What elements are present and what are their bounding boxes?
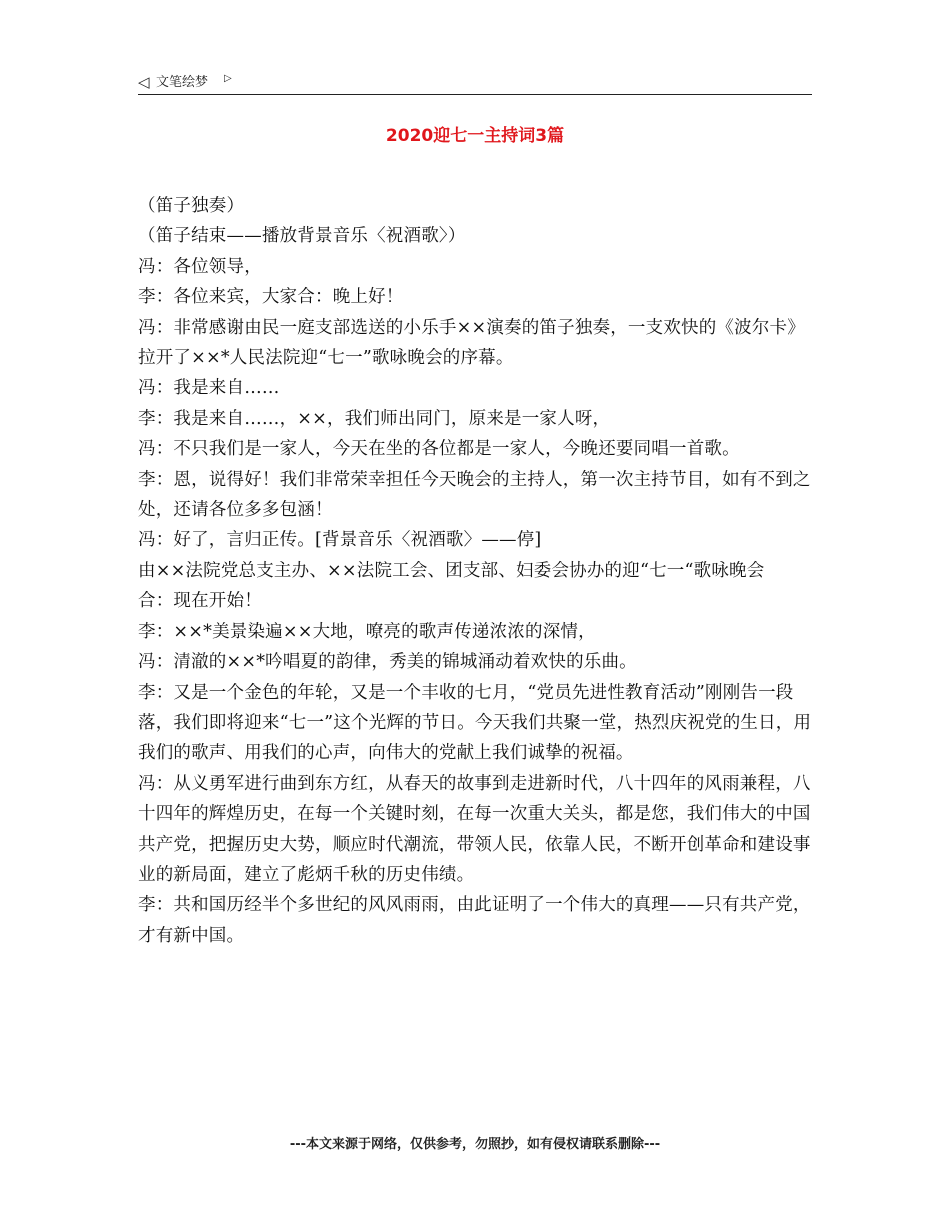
paragraph: 冯：从义勇军进行曲到东方红，从春天的故事到走进新时代，八十四年的风雨兼程，八十四年的辉煌历史，在每一个关键时刻，在每一次重大关头，都是您，我们伟大的中国共产党，把握历史大势，顺应时代潮流，带领人民，依靠人民，不断开创革命和建设事业的新局面，建立了彪炳千秋的历史伟绩。: [138, 773, 811, 885]
paragraph: 冯：我是来自……: [138, 378, 280, 399]
triangle-right-icon: ▷: [224, 73, 232, 84]
paragraph: 冯：各位领导，: [138, 256, 262, 277]
header-brand: 文笔绘梦: [156, 75, 209, 90]
paragraph: 由××法院党总支主办、××法院工会、团支部、妇委会协办的迎“七一“歌咏晚会: [138, 560, 765, 581]
paragraph: 合：现在开始！: [138, 591, 262, 612]
paragraph: 李：共和国历经半个多世纪的风风雨雨，由此证明了一个伟大的真理——只有共产党，才有新中国。: [138, 895, 811, 946]
paragraph: 李：我是来自……，××，我们师出同门，原来是一家人呀，: [138, 408, 611, 429]
paragraph: 李：各位来宾，大家合：晚上好！: [138, 287, 404, 308]
page-footer: ---本文来源于网络，仅供参考，勿照抄，如有侵权请联系删除---: [289, 1137, 661, 1152]
paragraph: 李：××*美景染遍××大地，嘹亮的歌声传递浓浓的深情，: [138, 621, 596, 642]
paragraph: 冯：好了，言归正传。[背景音乐〈祝酒歌〉——停]: [138, 530, 542, 551]
triangle-left-icon: ◁: [138, 73, 150, 91]
paragraph: 冯：不只我们是一家人，今天在坐的各位都是一家人，今晚还要同唱一首歌。: [138, 439, 740, 460]
document-body: [138, 191, 814, 951]
page-header: [138, 72, 812, 95]
paragraph: （笛子结束——播放背景音乐〈祝酒歌〉）: [138, 226, 466, 247]
paragraph: 李：又是一个金色的年轮，又是一个丰收的七月，“党员先进性教育活动”刚刚告一段落，我们即将迎来“七一”这个光辉的节日。今天我们共聚一堂，热烈庆祝党的生日，用我们的歌声、用我们的心声，向伟大的党献上我们诚挚的祝福。: [138, 682, 812, 764]
paragraph: 冯：清澈的××*吟唱夏的韵律，秀美的锦城涌动着欢快的乐曲。: [138, 652, 637, 673]
paragraph: 冯：非常感谢由民一庭支部选送的小乐手××演奏的笛子独奏，一支欢快的《波尔卡》拉开了××*人民法院迎“七一”歌咏晚会的序幕。: [138, 317, 805, 369]
document-title: 2020迎七一主持词3篇: [385, 126, 565, 146]
paragraph: 李：恩，说得好！我们非常荣幸担任今天晚会的主持人，第一次主持节目，如有不到之处，还请各位多多包涵！: [138, 469, 811, 521]
paragraph: （笛子独奏）: [138, 196, 245, 216]
